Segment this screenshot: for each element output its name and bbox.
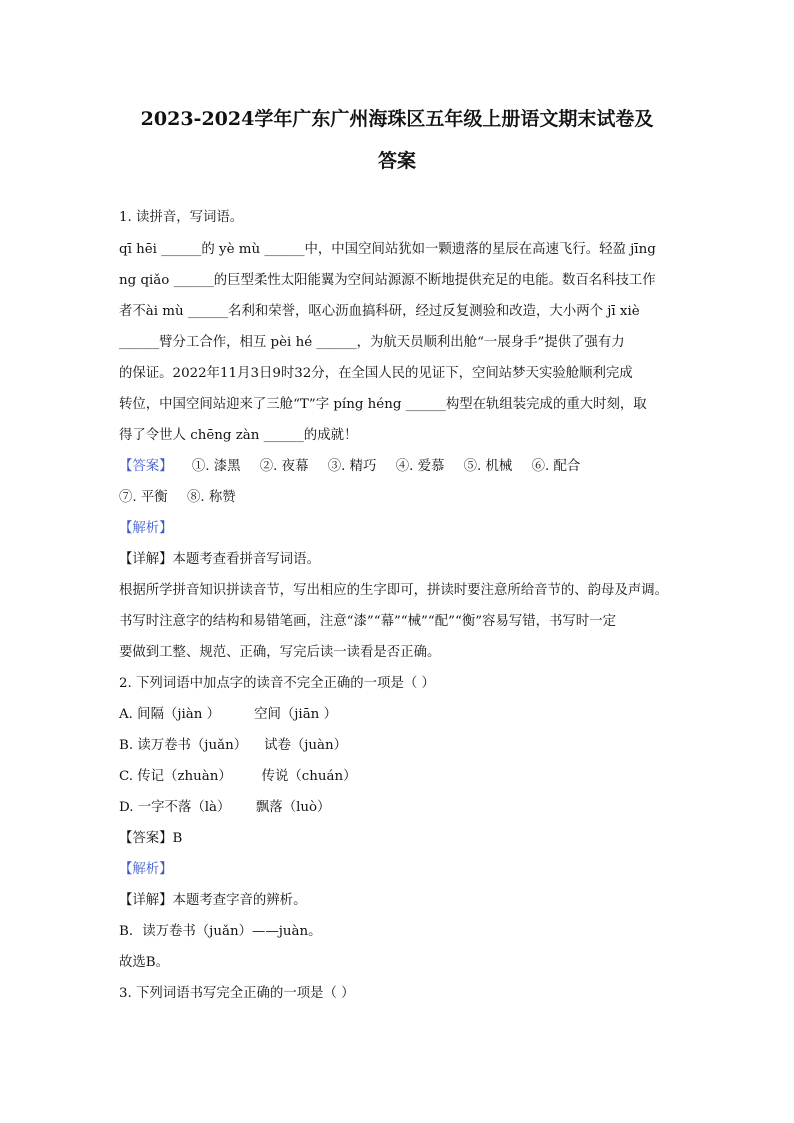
q2-answer: 【答案】B [119, 831, 183, 846]
q1-explain-3: 要做到工整、规范、正确，写完后读一读看是否正确。 [119, 645, 441, 660]
answer-item: ⑧. 称赞 [186, 490, 236, 505]
q2-analysis-label: 【解析】 [119, 862, 173, 877]
answer-item: ⑦. 平衡 [119, 490, 168, 505]
answer-item: ⑥. 配合 [531, 459, 581, 474]
q2-conclusion: 故选B。 [119, 955, 170, 970]
q1-line-4: ______臂分工合作，相互 pèi hé ______，为航天员顺利出舱“一展身手”提供了强有力 [119, 335, 625, 350]
q1-line-5: 的保证。2022年11月3日9时32分，在全国人民的见证下，空间站梦天实验舱顺利完成 [119, 366, 633, 381]
q2-option-d: D. 一字不落（là） 飘落（luò） [119, 800, 331, 815]
q3-heading: 3. 下列词语书写完全正确的一项是（ ） [119, 986, 355, 1001]
q1-line-6: 转位，中国空间站迎来了三舱“T”字 píng héng ______构型在轨组装完成的重大时刻，取 [119, 397, 647, 412]
q2-heading: 2. 下列词语中加点字的读音不完全正确的一项是（ ） [119, 676, 435, 691]
answer-item: ⑤. 机械 [463, 459, 513, 474]
q2-explain: B．读万卷书（juǎn）——juàn。 [119, 924, 322, 939]
q2-detail: 【详解】本题考查字音的辨析。 [119, 893, 307, 908]
answer-item: ④. 爱慕 [395, 459, 445, 474]
q1-answer-row-1 [119, 457, 679, 477]
q2-option-a: A. 间隔（jiàn ） 空间（jiān ） [119, 707, 337, 722]
q1-answer-row-2 [119, 488, 679, 508]
q1-line-3: 者不ài mù ______名利和荣誉，呕心沥血搞科研，经过反复测验和改造，大小两个 jī xiè [119, 304, 640, 319]
q1-detail: 【详解】本题考查看拼音写词语。 [119, 552, 320, 567]
answer-item: ③. 精巧 [327, 459, 377, 474]
answer-label: 【答案】 [119, 459, 173, 474]
q1-explain-2: 书写时注意字的结构和易错笔画，注意“漆”“幕”“械”“配”“衡”容易写错，书写时一定 [119, 614, 616, 629]
q2-option-b: B. 读万卷书（juǎn） 试卷（juàn） [119, 738, 348, 753]
q1-line-2: ng qiǎo ______的巨型柔性太阳能翼为空间站源源不断地提供充足的电能。数百名科技工作 [119, 273, 656, 288]
q1-line-1: qī hēi ______的 yè mù ______中，中国空间站犹如一颗遗落的星辰在高速飞行。轻盈 jīng [119, 242, 656, 257]
q1-analysis-label: 【解析】 [119, 521, 173, 536]
q1-line-7: 得了令世人 chēng zàn ______的成就！ [119, 428, 358, 443]
q2-option-c: C. 传记（zhuàn） 传说（chuán） [119, 769, 357, 784]
answer-item: ②. 夜幕 [259, 459, 309, 474]
q1-heading: 1. 读拼音，写词语。 [119, 210, 244, 225]
doc-title-line2: 答案 [377, 150, 416, 172]
q1-explain-1: 根据所学拼音知识拼读音节，写出相应的生字即可，拼读时要注意所给音节的、韵母及声调。 [119, 583, 669, 598]
doc-title-line1: 2023-2024学年广东广州海珠区五年级上册语文期末试卷及 [140, 108, 654, 130]
answer-item: ①. 漆黑 [191, 459, 241, 474]
